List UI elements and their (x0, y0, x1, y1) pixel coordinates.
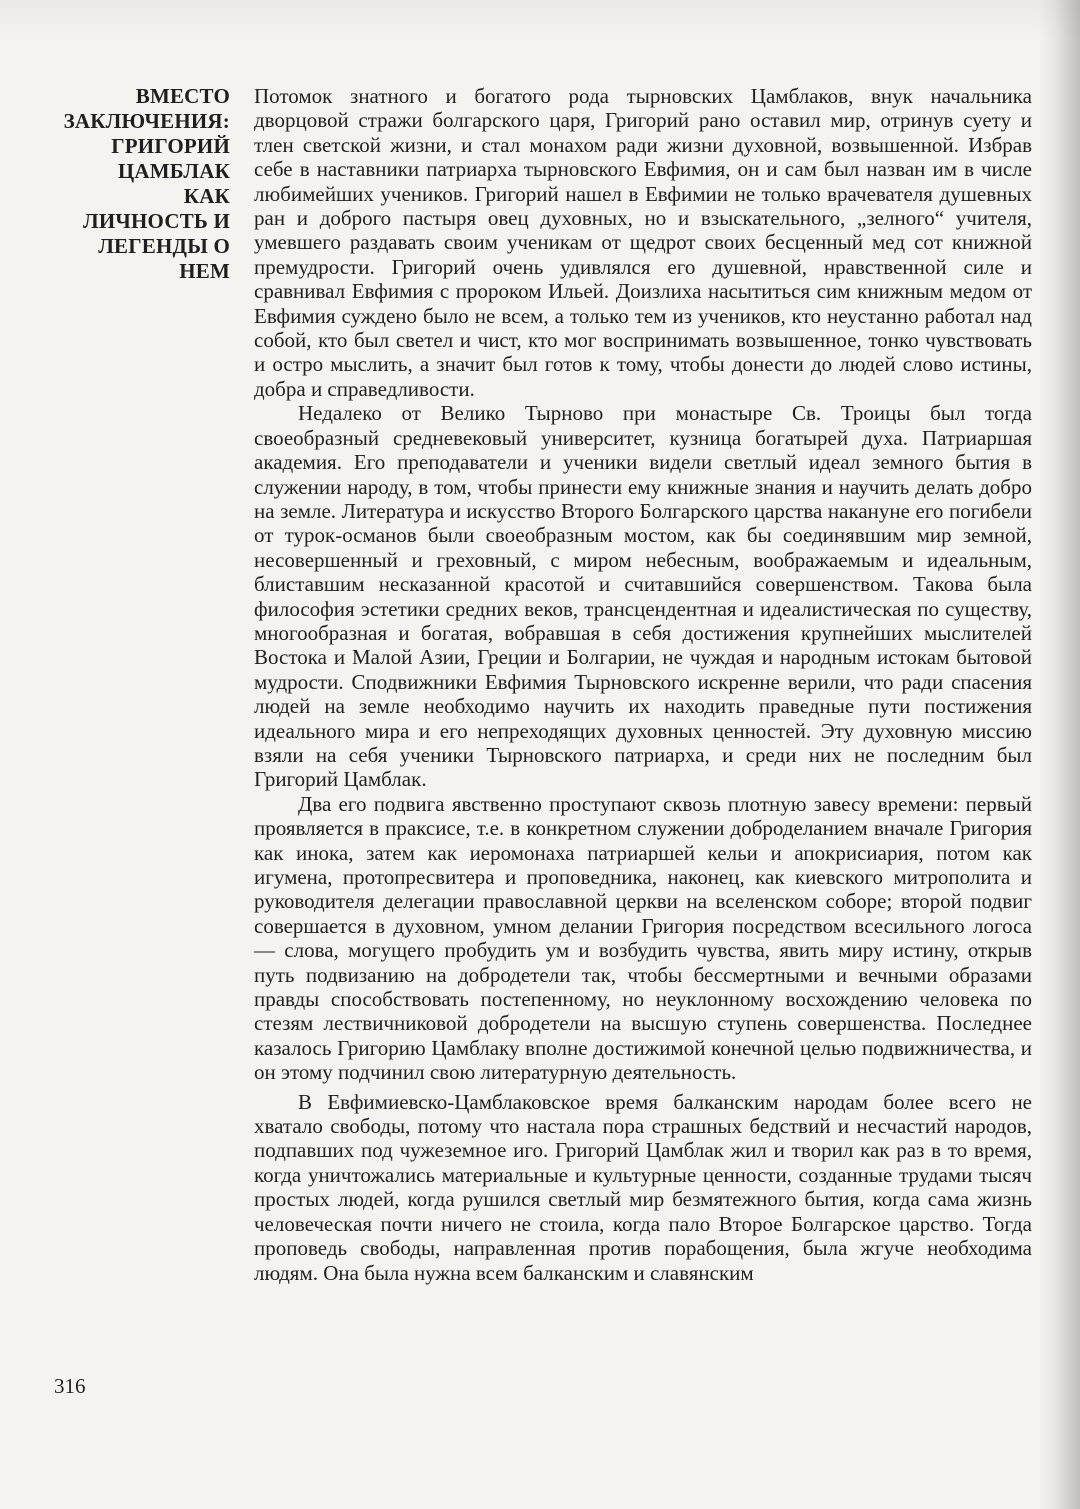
paragraph-1: Потомок знатного и богатого рода тырновских Цамблаков, внук начальника дворцовой стражи болгарского царя, Григорий рано оставил мир, отринув суету и тлен светской жизни, и стал монахом ради жизни духовной, возвышенной. Избрав себе в наставники патриарха тырновского Евфимия, он и сам был назван им в числе любимейших учеников. Григорий нашел в Евфимии не только врачевателя душевных ран и доброго пастыря овец духовных, но и взыскательного, „зелного“ учителя, умевшего раздавать своим ученикам от щедрот своих бесценный мед сот книжной премудрости. Григорий очень удивлялся его душевной, нравственной силе и сравнивал Евфимия с пророком Ильей. Доизлиха насытиться сим книжным медом от Евфимия суждено было не всем, а только тем из учеников, кто неустанно работал над собой, кто был светел и чист, кто мог воспринимать возвышенное, тонко чувствовать и остро мыслить, а значит был готов к тому, чтобы донести до людей слово истины, добра и справедливости. (254, 84, 1032, 401)
paragraph-2: Недалеко от Велико Тырново при монастыре Св. Троицы был тогда своеобразный средневековый университет, кузница богатырей духа. Патриаршая академия. Его преподаватели и ученики видели светлый идеал земного бытия в служении народу, в том, чтобы принести ему книжные знания и научить делать добро на земле. Литература и искусство Второго Болгарского царства накануне его погибели от турок-османов были своеобразным мостом, как бы соединявшим мир земной, несовершенный и греховный, с миром небесным, воображаемым и идеальным, блиставшим несказанной красотой и считавшийся совершенством. Такова была философия эстетики средних веков, трансцендентная и идеалистическая по существу, многообразная и богатая, вобравшая в себя достижения крупнейших мыслителей Востока и Малой Азии, Греции и Болгарии, не чуждая и народным истокам бытовой мудрости. Сподвижники Евфимия Тырновского искренне верили, что ради спасения людей на земле необходимо научить их находить праведные пути постижения идеального мира и его непреходящих духовных ценностей. Эту духовную миссию взяли на себя ученики Тырновского патриарха, и среди них не последним был Григорий Цамблак. (254, 401, 1032, 792)
chapter-heading (30, 84, 230, 284)
heading-line: ЦАМБЛАК (117, 159, 230, 183)
page-number: 316 (54, 1374, 86, 1398)
heading-line: ЗАКЛЮЧЕНИЯ: (63, 109, 230, 133)
body-text (254, 84, 1032, 1285)
paragraph-3: Два его подвига явственно проступают сквозь плотную завесу времени: первый проявляется в праксисе, т.е. в конкретном служении доброделанием вначале Григория как инока, затем как иеромонаха патриаршей кельи и апокрисиария, потом как игумена, протопресвитера и проповедника, наконец, как киевского митрополита и руководителя делегации православной церкви на вселенском соборе; второй подвиг совершается в духовном, умном делании Григория посредством всесильного логоса — слова, могущего пробудить ум и возбудить чувства, явить миру истину, открыв путь подвизанию на добродетели так, чтобы бессмертными и вечными образами правды способствовать постепенному, но неуклонному восхождению человека по стезям лествичниковой добродетели на высшую ступень совершенства. Последнее казалось Григорию Цамблаку вполне достижимой конечной целью подвижничества, и он этому подчинил свою литературную деятельность. (254, 791, 1032, 1085)
heading-line: ЛЕГЕНДЫ О (98, 234, 230, 258)
heading-line: КАК (183, 184, 230, 208)
heading-line: НЕМ (179, 259, 230, 283)
heading-line: ВМЕСТО (135, 84, 230, 108)
heading-line: ГРИГОРИЙ (111, 134, 230, 158)
book-gutter-shadow (1038, 0, 1080, 1509)
scan-top-shadow (0, 0, 1080, 40)
heading-line: ЛИЧНОСТЬ И (83, 209, 230, 233)
paragraph-4: В Евфимиевско-Цамблаковское время балканским народам более всего не хватало свободы, потому что настала пора страшных бедствий и несчастий народов, подпавших под чужеземное иго. Григорий Цамблак жил и творил как раз в то время, когда уничтожались материальные и культурные ценности, созданные трудами тысяч простых людей, когда рушился светлый мир безмятежного бытия, когда сама жизнь человеческая почти ничего не стоила, когда пало Второе Болгарское царство. Тогда проповедь свободы, направленная против порабощения, была жгуче необходима людям. Она была нужна всем балканским и славянским (254, 1089, 1032, 1285)
